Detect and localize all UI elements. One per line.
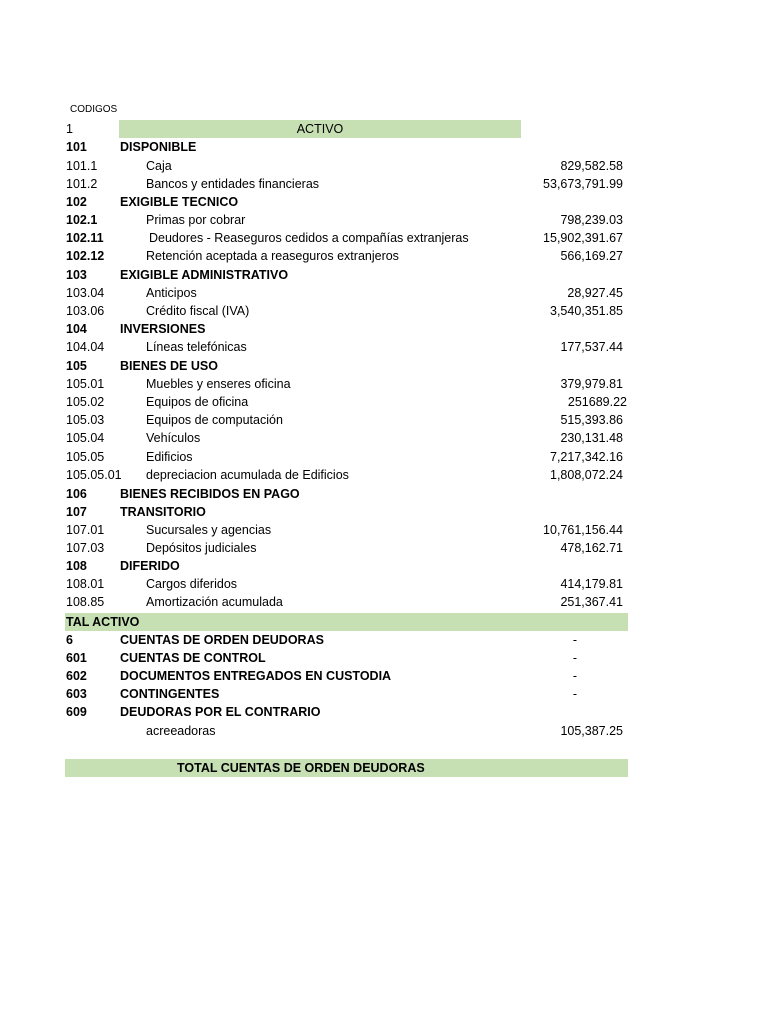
- row-code: 104: [66, 322, 87, 336]
- row-amount: 3,540,351.85: [550, 304, 623, 318]
- row-code: 105: [66, 359, 87, 373]
- row-description: INVERSIONES: [120, 322, 206, 336]
- row-amount: 7,217,342.16: [550, 450, 623, 464]
- row-description: CONTINGENTES: [120, 687, 220, 701]
- row-code: 103.06: [66, 304, 105, 318]
- row-code: 101: [66, 140, 87, 154]
- row-description: DOCUMENTOS ENTREGADOS EN CUSTODIA: [120, 669, 392, 683]
- row-amount: 230,131.48: [560, 431, 623, 445]
- table-row: [0, 138, 768, 156]
- row-description: Muebles y enseres oficina: [146, 377, 291, 391]
- row-code: 107.01: [66, 523, 105, 537]
- row-amount: 515,393.86: [560, 413, 623, 427]
- table-row: [0, 338, 768, 356]
- row-description: Edificios: [146, 450, 193, 464]
- row-code: 104.04: [66, 340, 105, 354]
- table-row: [0, 703, 768, 721]
- table-row: [0, 247, 768, 265]
- row-amount: 251,367.41: [560, 595, 623, 609]
- row-description: EXIGIBLE ADMINISTRATIVO: [120, 268, 289, 282]
- row-description: Líneas telefónicas: [146, 340, 247, 354]
- total-activo-band: [65, 613, 628, 631]
- row-amount: 53,673,791.99: [543, 177, 623, 191]
- table-row: [0, 211, 768, 229]
- row-code: 105.03: [66, 413, 105, 427]
- row-code: 105.05.01: [66, 468, 122, 482]
- row-description: DISPONIBLE: [120, 140, 197, 154]
- row-description: EXIGIBLE TECNICO: [120, 195, 239, 209]
- row-amount: 105,387.25: [560, 724, 623, 738]
- row-code: 103.04: [66, 286, 105, 300]
- table-row: [0, 429, 768, 447]
- table-row: [0, 157, 768, 175]
- table-row: [0, 266, 768, 284]
- table-row: [0, 375, 768, 393]
- table-row: [0, 411, 768, 429]
- table-row: [0, 193, 768, 211]
- row-code: 108: [66, 559, 87, 573]
- row-code: 601: [66, 651, 87, 665]
- row-description: Crédito fiscal (IVA): [146, 304, 250, 318]
- row-description: Amortización acumulada: [146, 595, 283, 609]
- table-row: [0, 466, 768, 484]
- row-code: 105.04: [66, 431, 105, 445]
- row-amount: 379,979.81: [560, 377, 623, 391]
- row-description: Bancos y entidades financieras: [146, 177, 320, 191]
- table-row: [0, 649, 768, 667]
- table-row: [0, 393, 768, 411]
- row-code: 102: [66, 195, 87, 209]
- row-amount: 1,808,072.24: [550, 468, 623, 482]
- row-amount: 414,179.81: [560, 577, 623, 591]
- row-code: 102.12: [66, 249, 105, 263]
- row-code: 103: [66, 268, 87, 282]
- row-description: DIFERIDO: [120, 559, 180, 573]
- row-description: Vehículos: [146, 431, 201, 445]
- row-description: acreeadoras: [146, 724, 216, 738]
- row-description: CUENTAS DE CONTROL: [120, 651, 266, 665]
- table-row: [0, 485, 768, 503]
- table-row: [0, 284, 768, 302]
- table-row: [0, 302, 768, 320]
- row-description: depreciacion acumulada de Edificios: [146, 468, 349, 482]
- table-row: [0, 175, 768, 193]
- row-amount: 566,169.27: [560, 249, 623, 263]
- row-description: Cargos diferidos: [146, 577, 238, 591]
- row-amount: 28,927.45: [567, 286, 623, 300]
- table-row: [0, 320, 768, 338]
- row-code: 101.1: [66, 159, 98, 173]
- row-code: 105.02: [66, 395, 105, 409]
- activo-title: ACTIVO: [296, 122, 344, 136]
- row-description: Sucursales y agencias: [146, 523, 272, 537]
- row-code: 6: [66, 633, 73, 647]
- row-amount: 798,239.03: [560, 213, 623, 227]
- codes-column-header: CODIGOS: [70, 104, 118, 115]
- row-code: 107: [66, 505, 87, 519]
- table-row: [0, 667, 768, 685]
- row-code: 107.03: [66, 541, 105, 555]
- table-row: [0, 685, 768, 703]
- table-row: [0, 448, 768, 466]
- row-description: Anticipos: [146, 286, 197, 300]
- row-code: 108.01: [66, 577, 105, 591]
- row-code: 108.85: [66, 595, 105, 609]
- activo-row: [0, 120, 768, 138]
- row-amount: 15,902,391.67: [543, 231, 623, 245]
- row-amount: -: [572, 687, 577, 701]
- table-row: [0, 557, 768, 575]
- table-row: [0, 503, 768, 521]
- table-row: [0, 357, 768, 375]
- row-code: 603: [66, 687, 87, 701]
- row-code: 101.2: [66, 177, 98, 191]
- row-amount: 10,761,156.44: [543, 523, 623, 537]
- row-amount: -: [572, 669, 577, 683]
- table-row: [0, 539, 768, 557]
- row-amount: -: [572, 633, 577, 647]
- row-description: TRANSITORIO: [120, 505, 206, 519]
- table-row: [0, 593, 768, 611]
- table-row: [0, 575, 768, 593]
- row-amount: 251689.22: [567, 395, 627, 409]
- table-row: [0, 722, 768, 740]
- row-description: Primas por cobrar: [146, 213, 246, 227]
- row-code: 102.11: [66, 231, 104, 245]
- row-description: Equipos de computación: [146, 413, 283, 427]
- row-amount: 829,582.58: [560, 159, 623, 173]
- row-code: 105.01: [66, 377, 105, 391]
- row-code: 602: [66, 669, 87, 683]
- row-description: Depósitos judiciales: [146, 541, 257, 555]
- table-row: [0, 229, 768, 247]
- total-activo-label: TAL ACTIVO: [66, 615, 140, 629]
- row-code: 106: [66, 487, 87, 501]
- row-description: BIENES RECIBIDOS EN PAGO: [120, 487, 300, 501]
- row-amount: 177,537.44: [560, 340, 623, 354]
- row-code: 105.05: [66, 450, 105, 464]
- row-description: Caja: [146, 159, 172, 173]
- row-amount: 478,162.71: [560, 541, 623, 555]
- row-description: CUENTAS DE ORDEN DEUDORAS: [120, 633, 324, 647]
- row-description: Deudores - Reaseguros cedidos a compañías extranjeras: [149, 231, 469, 245]
- row-description: Equipos de oficina: [146, 395, 249, 409]
- table-row: [0, 521, 768, 539]
- table-row: [0, 631, 768, 649]
- row-code: 102.1: [66, 213, 98, 227]
- row-description: BIENES DE USO: [120, 359, 218, 373]
- total-orden-label: TOTAL CUENTAS DE ORDEN DEUDORAS: [177, 761, 425, 775]
- row-description: Retención aceptada a reaseguros extranjeros: [146, 249, 399, 263]
- row-description: DEUDORAS POR EL CONTRARIO: [120, 705, 321, 719]
- row-code: 1: [66, 122, 73, 136]
- row-amount: -: [572, 651, 577, 665]
- row-code: 609: [66, 705, 87, 719]
